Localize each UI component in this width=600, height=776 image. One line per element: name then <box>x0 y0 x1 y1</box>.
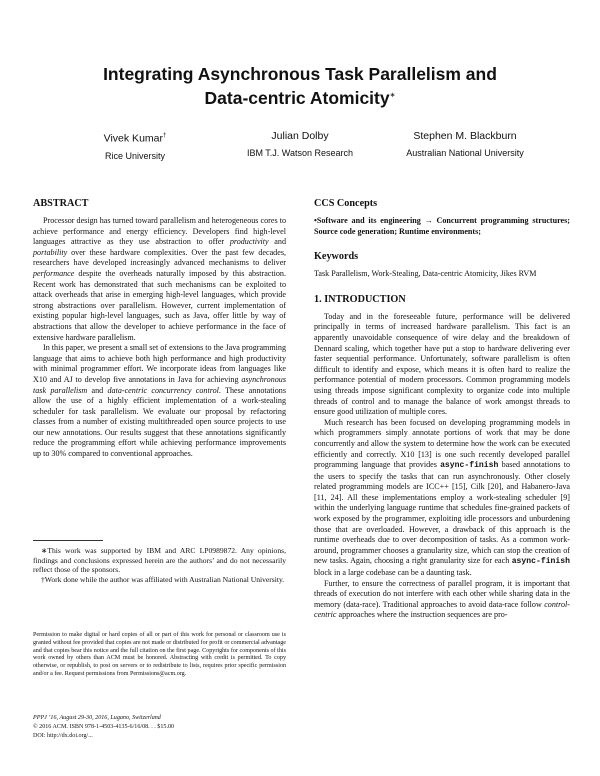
author-affiliation: IBM T.J. Watson Research <box>246 148 354 158</box>
abstract-paragraph-1: Processor design has turned toward parallelism and heterogeneous cores to achieve performance and energy efficiency. Developers find high-level languages attractive as they use abstraction to offer productivity and portability over these hardware complexities. Over the past few decades, researchers have developed increasingly advanced mechanisms to deliver performance despite the overheads naturally imposed by this abstraction. Recent work has demonstrated that such mechanisms can be exploited to attack overheads that arise in emerging high-level languages, which provide strong abstractions over parallelism. However, current implementation of existing popular high-level languages, such as Java, offer little by way of abstractions that allow the developer to achieve performance in the face of extensive hardware parallelism. <box>33 216 286 342</box>
title-line-1: Integrating Asynchronous Task Parallelism and <box>103 64 497 84</box>
author-name: Vivek Kumar <box>103 132 163 145</box>
left-column <box>33 198 286 460</box>
author-block <box>40 129 560 169</box>
abstract-heading: ABSTRACT <box>33 198 89 209</box>
author-affiliation: Australian National University <box>406 148 524 158</box>
ccs-heading: CCS Concepts <box>314 198 378 209</box>
author-1 <box>40 129 230 163</box>
footnote-rule <box>33 540 103 541</box>
introduction-heading: 1. INTRODUCTION <box>314 293 406 305</box>
right-column <box>314 198 570 621</box>
author-name: Stephen M. Blackburn <box>413 130 517 142</box>
author-footnote-mark: † <box>163 133 167 139</box>
footnote-2: †Work done while the author was affiliated with Australian National University. <box>41 574 285 584</box>
author-name: Julian Dolby <box>271 130 329 142</box>
permission-notice: Permission to make digital or hard copies of all or part of this work for personal or classroom use is granted without fee provided that copies are not made or distributed for profit or commercial advantage and that copies bear this notice and the full citation on the first page. Copyrights for components of this work owned by others than ACM must be honored. Abstracting with credit is permitted. To copy otherwise, or republish, to post on servers or to redistribute to lists, requires prior specific permission and/or a fee. Request permissions from Permissions@acm.org. <box>33 632 286 677</box>
author-3 <box>370 129 560 160</box>
ccs-concepts: •Software and its engineering → Concurrent programming structures; Source code generation; Runtime environments; <box>314 216 570 236</box>
paper-title <box>40 64 560 109</box>
keywords-text: Task Parallelism, Work-Stealing, Data-centric Atomicity, Jikes RVM <box>314 269 537 279</box>
intro-paragraph-3: Further, to ensure the correctness of parallel program, it is important that threads of execution do not interfere with each other while sharing data in the memory (data-race). Traditional approaches to avoid data-race follow control-centric approaches where the instruction sequences are pro- <box>314 578 570 620</box>
title-line-2: Data-centric Atomicity <box>204 87 390 108</box>
copyright-line: © 2016 ACM. ISBN 978-1-4503-4135-6/16/08. . . $15.00 <box>33 724 175 730</box>
publication-info <box>33 714 286 741</box>
author-2 <box>215 129 385 160</box>
abstract-paragraph-2: In this paper, we present a small set of extensions to the Java programming language that aims to achieve both high performance and high productivity with minimal programmer effort. We incorporate ideas from languages like X10 and AJ to develop five annotations in Java for achieving asynchronous task parallelism and data-centric concurrency control. These annotations allow the use of a highly efficient implementation of a work-stealing scheduler for task parallelism. We evaluate our proposal by refactoring classes from a number of existing multithreaded open source projects to use our new annotations. Our results suggest that these annotations significantly reduce the programming effort while achieving performance improvements up to 30% compared to conventional approaches. <box>33 343 286 459</box>
keywords-heading: Keywords <box>314 251 359 263</box>
intro-paragraph-2: Much research has been focused on developing programming models in which programmers simply annotate portions of work that may be done concurrently and allow the system to determine how the work can be executed efficiently and correctly. X10 [13] is one such recently developed parallel programming language that provides async-finish based annotations to the users to specify the tasks that can run asynchronously. Other closely related programming models are ICC++ [15], Cilk [20], and Habanero-Java [11, 24]. All these implementations employ a work-stealing scheduler [9] within the underlying language runtime that schedules fine-grained packets of work exposed by the programmer, exploiting idle processors and unburdening those that are overloaded. However, a drawback of this approach is the runtime overheads due to over decomposition of tasks. As a common work-around, programmer chooses a granularity size, which can stop the creation of new tasks. Again, choosing a right granularity size for each async-finish block in a large codebase can be a daunting task. <box>314 417 571 578</box>
footnotes <box>33 540 286 584</box>
venue-line: PPPJ ’16, August 29-30, 2016, Lugano, Switzerland <box>33 715 161 721</box>
author-affiliation: Rice University <box>104 150 165 161</box>
title-footnote-mark: ∗ <box>389 92 396 99</box>
footnote-1: ∗This work was supported by IBM and ARC LP0989872. Any opinions, findings and conclusions expressed herein are the authors’ and do not necessarily reflect those of the sponsors. <box>33 546 286 575</box>
intro-paragraph-1: Today and in the foreseeable future, performance will be delivered principally in terms of increased hardware parallelism. This fact is an apparently unavoidable consequence of wire delay and the breakdown of Dennard scaling, which together have put a stop to hardware delivering ever faster sequential performance. Unfortunately, software parallelism is often difficult to identify and expose, which means it is often hard to realize the performance potential of modern processors. Common programming models using threads impose significant complexity to organize code into multiple threads of control and to manage the balance of work amongst threads to ensure good utilization of multiple cores. <box>314 311 570 417</box>
doi-link[interactable]: DOI: http://dx.doi.org/... <box>33 733 93 739</box>
